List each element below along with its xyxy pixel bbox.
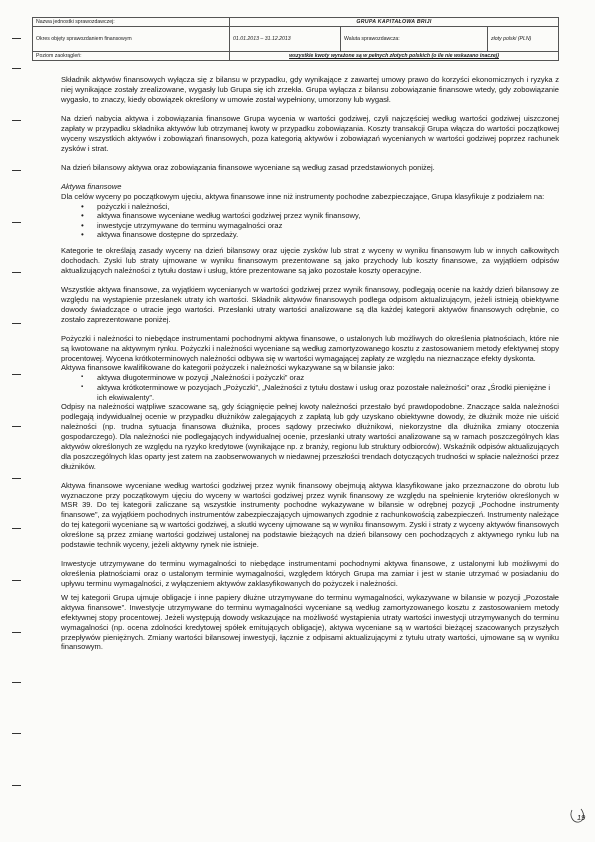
paragraph: Pożyczki i należności to niebędące instrumentami pochodnymi aktywa finansowe, o ustalonych lub możliwych do określenia płatnościach, które nie są kwotowane na aktywnym rynku. Pożyczki i należności wyceniane są według zamortyzowanego kosztu z zastosowaniem metody efektywnej stopy procentowej. Wycena krótkoterminowych należności odbywa się w wartości wymagającej zapłaty ze względu na nieznaczące efekty dyskonta. xyxy=(61,333,559,363)
paragraph: W tej kategorii Grupa ujmuje obligacje i inne papiery dłużne utrzymywane do terminu wymagalności, wykazywane w bilansie w pozycji „Pozostałe aktywa finansowe”. Inwestycje utrzymywane do terminu wymagalności wyceniane są według zamortyzowanego kosztu z zastosowaniem metody efektywnej stopy procentowej. Jeżeli występują dowody wskazujące na możliwość wystąpienia utraty wartości inwestycji utrzymywanych do terminu wymagalności (np. ocena zdolności kredytowej spółek emitujących obligacje), aktywa wyceniane są w wartości bieżącej szacowanych przyszłych przepływów pieniężnych. Zmiany wartości bilansowej inwestycji, łącznie z odpisami aktualizującymi z tytułu utraty wartości, ujmowane są w wyniku finansowym. xyxy=(61,592,559,652)
margin-mark xyxy=(12,170,21,171)
margin-mark xyxy=(12,272,21,273)
paragraph: Aktywa finansowe wyceniane według wartości godziwej przez wynik finansowy obejmują aktywa klasyfikowane jako przeznaczone do obrotu lub wyznaczone przy początkowym ujęciu do wyceny w wartości godziwej przez wynik finansowy ze względu na spełnienie kryteriów określonych w MSR 39. Do tej kategorii zaliczane są wszystkie instrumenty pochodne wykazywane w bilansie w odrębnej pozycji „Pochodne instrumenty finansowe”, za wyjątkiem pochodnych instrumentów zabezpieczających ujmowanych zgodnie z rachunkowością zabezpieczeń. Instrumenty należące do tej kategorii wyceniane są w wartości godziwej, a skutki wyceny ujmowane są w wyniku finansowym. Zyski i straty z wyceny aktywów finansowych określone są przez zmianę wartości godziwej ustalonej na podstawie bieżących na dzień bilansowy cen pochodzących z aktywnego rynku lub na podstawie technik wyceny, jeżeli aktywny rynek nie istnieje. xyxy=(61,480,559,550)
paragraph: Odpisy na należności wątpliwe szacowane są, gdy ściągnięcie pełnej kwoty należności przestało być prawdopodobne. Znaczące salda należności podlegają indywidualnej ocenie w przypadku dłużników zalegających z zapłatą lub gdy uzyskano obiektywne dowody, że dłużnik może nie uiścić należności (np. trudna sytuacja finansowa dłużnika, proces sądowy przeciwko dłużnikowi, niekorzystne dla dłużnika zmiany otoczenia gospodarczego). Dla należności nie podlegających indywidualnej ocenie, przesłanki utraty wartości analizowane są w ramach poszczególnych klas aktywów określonych ze względu na ryzyko kredytowe (wynikające np. z branży, regionu lub struktury odbiorców). Wskaźnik odpisów aktualizujących dla poszczególnych klas oparty jest zatem na zaobserwowanych w niedawnej przeszłości trendach dotyczących trudności w spłacie należności przez dłużników. xyxy=(61,402,559,471)
paragraph: Kategorie te określają zasady wyceny na dzień bilansowy oraz ujęcie zysków lub strat z wyceny w wyniku finansowym lub w innych całkowitych dochodach. Zyski lub straty ujmowane w wyniku finansowym prezentowane są jako przychody lub koszty finansowe, za wyjątkiem odpisów aktualizujących należności z tytułu dostaw i usług, które prezentowane są jako pozostałe koszty operacyjne. xyxy=(61,246,559,275)
list-item: ▪ aktywa krótkoterminowe w pozycjach „Pożyczki”, „Należności z tytułu dostaw i usług oraz pozostałe należności” oraz „Środki pieniężne i ich ekwiwalenty”. xyxy=(97,383,559,402)
page-number: 19 xyxy=(577,813,586,822)
document-body xyxy=(61,75,559,652)
margin-mark xyxy=(12,120,21,121)
paragraph: Składnik aktywów finansowych wyłącza się z bilansu w przypadku, gdy wynikające z zawartej umowy prawo do korzyści ekonomicznych i ryzyka z niej wynikające zostały zrealizowane, wygasły lub Grupa się ich zrzekła. Grupa wyłącza z bilansu zobowiązanie finansowe wtedy, gdy zobowiązanie wygasło, to znaczy, kiedy obowiązek określony w umowie został wypełniony, umorzony lub wygasł. xyxy=(61,75,559,104)
paragraph: Aktywa finansowe kwalifikowane do kategorii pożyczek i należności wykazywane są w bilansie jako: xyxy=(61,363,395,373)
margin-mark xyxy=(12,682,21,683)
paragraph: Wszystkie aktywa finansowe, za wyjątkiem wycenianych w wartości godziwej przez wynik finansowy, podlegają ocenie na każdy dzień bilansowy ze względu na wystąpienie przesłanek utraty ich wartości. Składnik aktywów finansowych podlega odpisom aktualizującym, jeżeli istnieją obiektywne dowody świadczące o utracie jego wartości. Przesłanki utraty wartości analizowane są dla każdej kategorii aktywów finansowych odrębnie, co zostało zaprezentowane poniżej. xyxy=(61,284,559,324)
balance-sheet-list xyxy=(61,373,559,402)
margin-mark xyxy=(12,222,21,223)
margin-mark xyxy=(12,374,21,375)
period-label: Okres objęty sprawozdaniem finansowym xyxy=(33,27,230,52)
paragraph: Na dzień nabycia aktywa i zobowiązania finansowe Grupa wycenia w wartości godziwej, czyli najczęściej według wartości godziwej uiszczonej zapłaty w przypadku składnika aktywów lub otrzymanej kwoty w przypadku zobowiązania. Koszty transakcji Grupa włącza do wartości początkowej wyceny wszystkich aktywów i zobowiązań finansowych, poza kategorią aktywów i zobowiązań wycenianych w wartości godziwej poprzez rachunek zysków i strat. xyxy=(61,113,559,153)
currency-label: Waluta sprawozdawcza: xyxy=(341,27,488,52)
margin-mark xyxy=(12,528,21,529)
paragraph: Na dzień bilansowy aktywa oraz zobowiązania finansowe wyceniane są według zasad przedstawionych poniżej. xyxy=(61,162,435,172)
paragraph: Inwestycje utrzymywane do terminu wymagalności to niebędące instrumentami pochodnymi aktywa finansowe, z ustalonymi lub możliwymi do określenia płatnościami oraz o ustalonym terminie wymagalności, względem których Grupa ma zamiar i jest w stanie utrzymać w posiadaniu do upływu terminu wymagalności, z wyłączeniem aktywów zaklasyfikowanych do pożyczek i należności. xyxy=(61,559,559,588)
category-list xyxy=(61,202,559,240)
list-item: • pożyczki i należności, xyxy=(97,202,559,212)
margin-mark xyxy=(12,632,21,633)
margin-mark xyxy=(12,785,21,786)
paragraph: Dla celów wyceny po początkowym ujęciu, aktywa finansowe inne niż instrumenty pochodne zabezpieczające, Grupa klasyfikuje z podziałem na: xyxy=(61,191,545,201)
margin-mark xyxy=(12,733,21,734)
rounding-value: wszystkie kwoty wyrażone są w pełnych złotych polskich (o ile nie wskazano inaczej) xyxy=(230,52,559,61)
margin-mark xyxy=(12,38,21,39)
list-item: • inwestycje utrzymywane do terminu wymagalności oraz xyxy=(97,221,559,231)
currency-value: złoty polski (PLN) xyxy=(488,27,559,52)
report-header-table xyxy=(32,17,559,61)
margin-mark xyxy=(12,426,21,427)
entity-label: Nazwa jednostki sprawozdawczej: xyxy=(33,18,230,27)
list-item: ▪ aktywa długoterminowe w pozycji „Należności i pożyczki” oraz xyxy=(97,373,559,383)
margin-mark xyxy=(12,323,21,324)
period-value: 01.01.2013 – 31.12.2013 xyxy=(230,27,341,52)
margin-mark xyxy=(12,68,21,69)
margin-mark xyxy=(12,580,21,581)
section-heading: Aktywa finansowe xyxy=(61,181,122,191)
margin-mark xyxy=(12,478,21,479)
entity-value: GRUPA KAPITAŁOWA BRIJI xyxy=(230,18,559,27)
list-item: • aktywa finansowe wyceniane według wartości godziwej przez wynik finansowy, xyxy=(97,211,559,221)
rounding-label: Poziom zaokrągleń: xyxy=(33,52,230,61)
list-item: • aktywa finansowe dostępne do sprzedaży. xyxy=(97,230,559,240)
